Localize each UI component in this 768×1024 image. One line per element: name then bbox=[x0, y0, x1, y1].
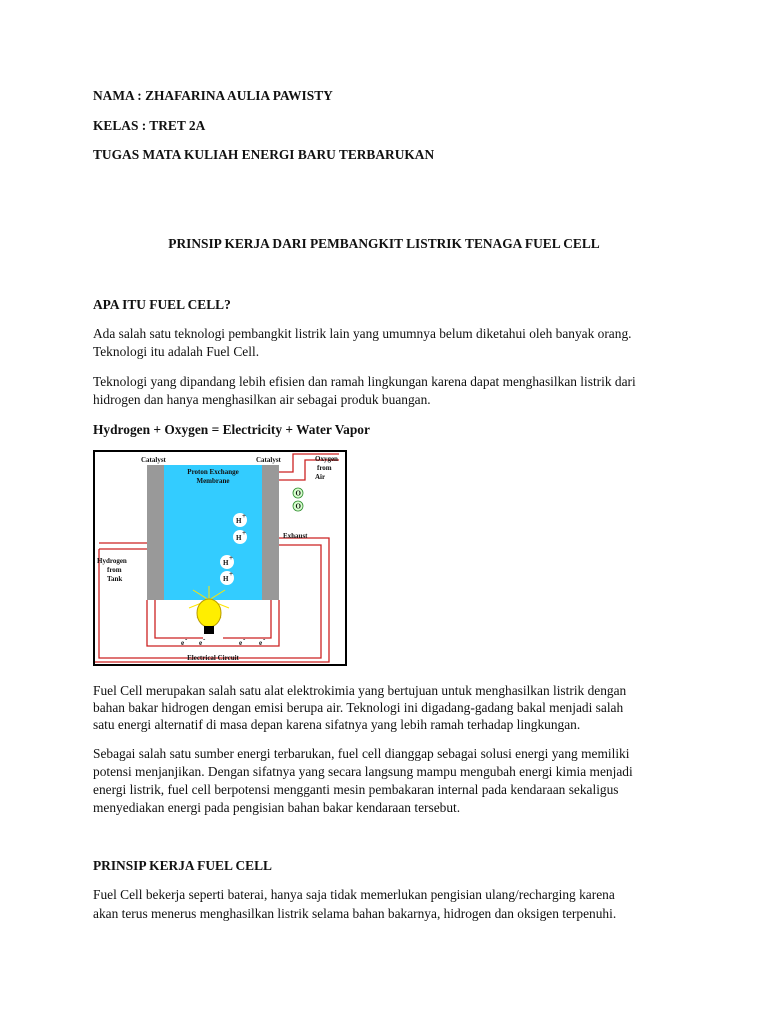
electron-charge: - bbox=[203, 635, 206, 643]
paragraph-line: menyediakan energi pada pengisian bahan bakar kendaraan tersebut. bbox=[93, 800, 461, 815]
paragraph-line: Teknologi yang dipandang lebih efisien dan ramah lingkungan karena dapat menghasilkan listrik dari bbox=[93, 374, 636, 389]
bulb-base bbox=[204, 626, 214, 634]
circuit-label: Electrical Circuit bbox=[187, 654, 239, 662]
proton-charge: + bbox=[242, 512, 246, 520]
paragraph-line: bahan bakar hidrogen dengan emisi berupa air. Teknologi ini digadang-gadang bakal menjadi salah bbox=[93, 700, 624, 715]
assignment-title: TUGAS MATA KULIAH ENERGI BARU TERBARUKAN bbox=[93, 147, 435, 162]
oxygen-symbol: O bbox=[295, 502, 301, 511]
hydrogen-label-line2: from bbox=[107, 566, 122, 574]
hydrogen-label-line1: Hydrogen bbox=[97, 557, 127, 565]
section-heading-working-principle: PRINSIP KERJA FUEL CELL bbox=[93, 858, 272, 873]
oxygen-label-line2: from bbox=[317, 464, 332, 472]
catalyst-right-label: Catalyst bbox=[256, 456, 281, 464]
electron-symbol: e bbox=[259, 639, 263, 647]
paragraph-line: energi listrik, fuel cell berpotensi mengganti mesin pembakaran internal pada kendaraan sekaligus bbox=[93, 782, 619, 797]
membrane-label-line2: Membrane bbox=[196, 477, 230, 485]
proton-symbol: H bbox=[223, 575, 229, 583]
proton-charge: + bbox=[242, 529, 246, 537]
hydrogen-label-line3: Tank bbox=[107, 575, 123, 583]
student-name: NAMA : ZHAFARINA AULIA PAWISTY bbox=[93, 88, 333, 103]
proton-symbol: H bbox=[223, 559, 229, 567]
electron-charge: - bbox=[263, 635, 266, 643]
proton-exchange-membrane bbox=[164, 465, 262, 600]
fuel-cell-diagram-svg bbox=[93, 450, 347, 666]
document-title: PRINSIP KERJA DARI PEMBANGKIT LISTRIK TENAGA FUEL CELL bbox=[168, 236, 600, 251]
proton-symbol: H bbox=[236, 534, 242, 542]
catalyst-plate-right bbox=[262, 465, 279, 600]
proton-charge: + bbox=[229, 554, 233, 562]
paragraph-line: Fuel Cell merupakan salah satu alat elektrokimia yang bertujuan untuk menghasilkan listrik dengan bbox=[93, 683, 627, 698]
catalyst-left-label: Catalyst bbox=[141, 456, 166, 464]
fuel-cell-diagram bbox=[93, 450, 347, 666]
membrane-label-line1: Proton Exchange bbox=[187, 468, 239, 476]
paragraph-line: akan terus menerus menghasilkan listrik selama bahan bakarnya, hidrogen dan oksigen terpenuhi. bbox=[93, 906, 617, 921]
bulb-glass bbox=[197, 599, 221, 627]
paragraph-line: potensi menjanjikan. Dengan sifatnya yang secara langsung mampu mengubah energi kimia menjadi bbox=[93, 764, 633, 779]
paragraph-line: Sebagai salah satu sumber energi terbarukan, fuel cell dianggap sebagai solusi energi yang memiliki bbox=[93, 746, 630, 761]
section-heading-what-is-fuel-cell: APA ITU FUEL CELL? bbox=[93, 297, 231, 312]
paragraph-line: Fuel Cell bekerja seperti baterai, hanya saja tidak memerlukan pengisian ulang/recharging karena bbox=[93, 887, 615, 902]
paragraph-line: Ada salah satu teknologi pembangkit listrik lain yang umumnya belum diketahui oleh banyak orang. bbox=[93, 326, 632, 341]
proton-symbol: H bbox=[236, 517, 242, 525]
oxygen-symbol: O bbox=[295, 489, 301, 498]
electron-symbol: e bbox=[199, 639, 203, 647]
paragraph-line: Teknologi itu adalah Fuel Cell. bbox=[93, 344, 260, 359]
oxygen-label-line3: Air bbox=[315, 473, 326, 481]
oxygen-label-line1: Oxygen bbox=[315, 455, 338, 463]
catalyst-plate-left bbox=[147, 465, 164, 600]
electron-charge: - bbox=[185, 635, 188, 643]
electron-charge: - bbox=[243, 635, 246, 643]
student-class: KELAS : TRET 2A bbox=[93, 118, 206, 133]
proton-charge: + bbox=[229, 570, 233, 578]
electron-symbol: e bbox=[181, 639, 185, 647]
exhaust-label: Exhaust bbox=[283, 532, 308, 540]
paragraph-line: satu energi alternatif di masa depan karena sifatnya yang lebih ramah terhadap lingkungan. bbox=[93, 717, 581, 732]
paragraph-line: hidrogen dan hanya menghasilkan air sebagai produk buangan. bbox=[93, 392, 431, 407]
electron-symbol: e bbox=[239, 639, 243, 647]
reaction-equation: Hydrogen + Oxygen = Electricity + Water Vapor bbox=[93, 422, 370, 437]
